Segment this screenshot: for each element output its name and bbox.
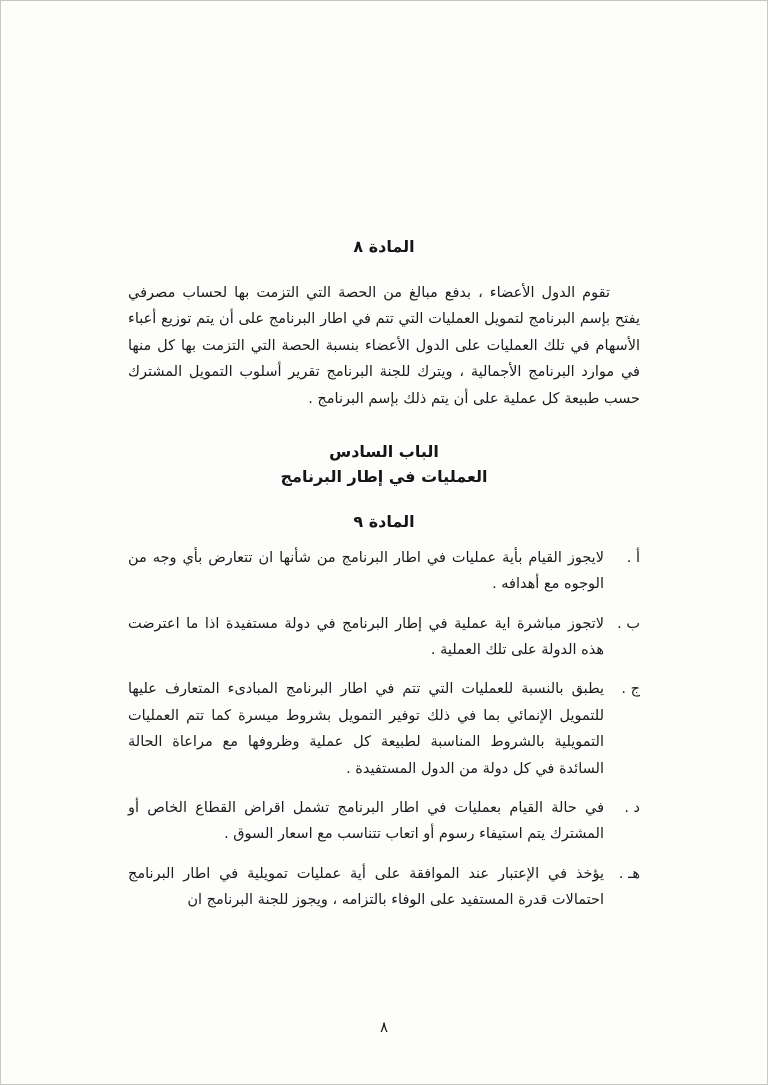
list-item [128, 676, 640, 782]
item-label: هـ . [618, 865, 640, 882]
article-8-heading: المادة ٨ [353, 237, 415, 256]
article-8-body: تقوم الدول الأعضاء ، بدفع مبالغ من الحصة التي التزمت بها لحساب مصرفي يفتح بإسم البرنامج لتمويل العمليات التي تتم في اطار البرنامج على أن يتم توزيع أعباء الأسهام في تلك العمليات على الدول الأعضاء بنسبة الحصة التي التزمت بها كل منها في موارد البرنامج الأجمالية ، ويترك للجنة البرنامج تقرير أسلوب التمويل المشترك حسب طبيعة كل عملية على أن يتم ذلك بإسم البرنامج . [128, 285, 640, 407]
item-text: لاتجوز مباشرة اية عملية في إطار البرنامج في دولة مستفيدة اذا ما اعترضت هذه الدولة على تلك العملية . [128, 615, 604, 658]
chapter-6-subtitle: العمليات في إطار البرنامج [280, 466, 488, 486]
page-content [128, 1, 640, 913]
item-text: يؤخذ في الإعتبار عند الموافقة على أية عمليات تمويلية في اطار البرنامج احتمالات قدرة المستفيد على الوفاء بالتزامه ، ويجوز للجنة البرنامج ان [128, 865, 604, 908]
item-label: أ . [626, 549, 640, 566]
list-item [128, 545, 640, 598]
list-item [128, 611, 640, 664]
article-9-items [128, 545, 640, 914]
item-label: د . [624, 799, 640, 816]
item-text: في حالة القيام بعمليات في اطار البرنامج تشمل اقراض القطاع الخاص أو المشترك يتم استيفاء رسوم أو اتعاب تتناسب مع اسعار السوق . [128, 799, 604, 843]
item-label: ج . [621, 681, 640, 698]
page-number: ٨ [379, 1018, 389, 1036]
item-text: لايجوز القيام بأية عمليات في اطار البرنامج من شأنها ان تتعارض بأي وجه من الوجوه مع أهدافه . [128, 549, 604, 593]
chapter-6-heading: الباب السادس [329, 441, 439, 461]
item-text: يطبق بالنسبة للعمليات التي تتم في اطار البرنامج المبادىء المتعارف عليها للتمويل الإنمائي بما في ذلك توفير التمويل بشروط ميسرة كما تتم العمليات التمويلية بالشروط المناسبة لطبيعة كل عملية وظروفها مع مراعاة الحالة السائدة في كل دولة من الدول المستفيدة . [128, 681, 604, 777]
list-item [128, 795, 640, 848]
list-item [128, 861, 640, 914]
article-9-heading: المادة ٩ [353, 511, 415, 531]
item-label: ب . [617, 615, 640, 632]
